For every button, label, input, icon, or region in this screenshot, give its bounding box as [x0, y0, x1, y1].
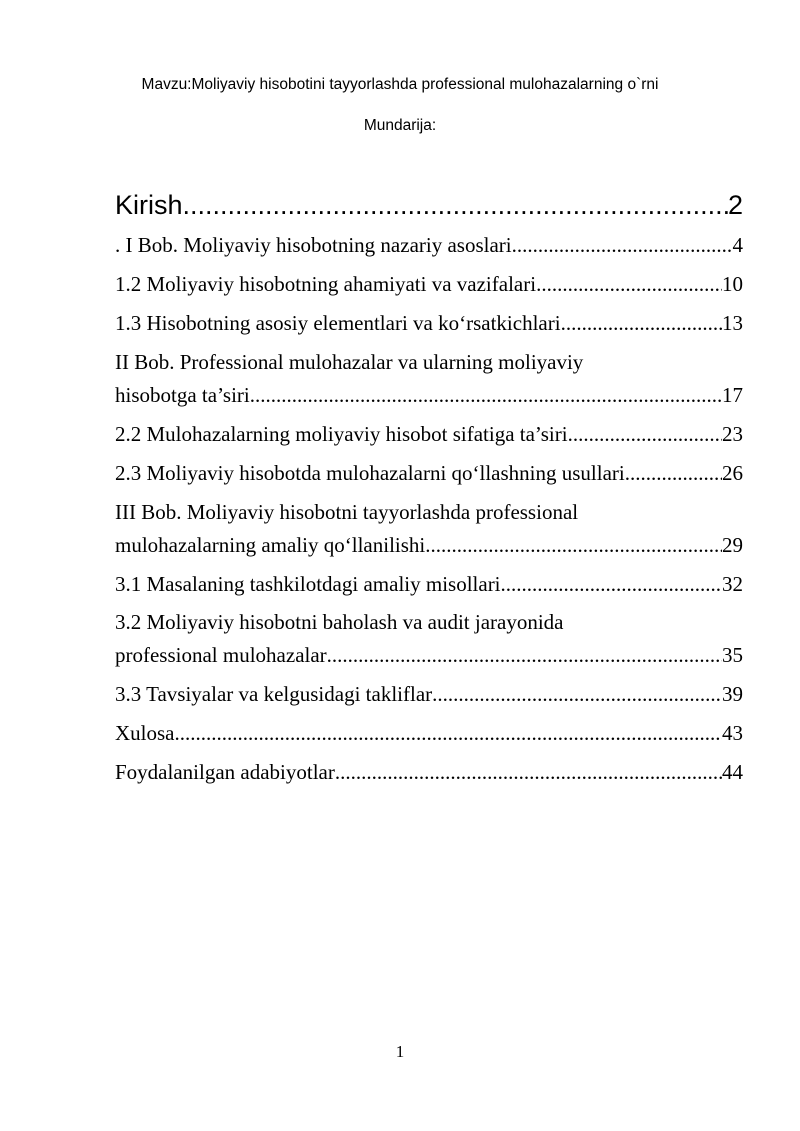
toc-entry-kirish[interactable] [115, 186, 743, 224]
toc-leader-dots [327, 640, 722, 670]
toc-leader-dots [250, 380, 722, 410]
toc-entry-page: 23 [722, 422, 743, 446]
toc-entry-chapter-2[interactable] [115, 380, 743, 410]
toc-entry-label: 1.3 Hisobotning asosiy elementlari va ko‘rsatkichlari [115, 311, 561, 335]
toc-entry-page: 4 [732, 233, 743, 257]
toc-entry-chapter-3[interactable] [115, 530, 743, 560]
toc-entry-1-3[interactable] [115, 308, 743, 338]
toc-entry-page: 10 [722, 272, 743, 296]
toc-entry-label: hisobotga ta’siri [115, 383, 250, 407]
toc-entry-label: 1.2 Moliyaviy hisobotning ahamiyati va vazifalari [115, 272, 537, 296]
toc-leader-dots [335, 757, 722, 787]
toc-entry-bibliography[interactable] [115, 757, 743, 787]
toc-leader-dots [183, 186, 728, 224]
toc-entry-label: 2.2 Mulohazalarning moliyaviy hisobot sifatiga ta’siri [115, 422, 568, 446]
toc-leader-dots [432, 679, 722, 709]
toc-entry-label: Kirish [115, 190, 183, 220]
toc-entry-page: 44 [722, 760, 743, 784]
toc-entry-page: 32 [722, 572, 743, 596]
toc-entry-label: Xulosa [115, 721, 175, 745]
toc-entry-page: 17 [722, 383, 743, 407]
toc-entry-label: 3.1 Masalaning tashkilotdagi amaliy misollari [115, 572, 501, 596]
toc-entry-xulosa[interactable] [115, 718, 743, 748]
toc-entry-label: 2.3 Moliyaviy hisobotda mulohazalarni qo‘llashning usullari. [115, 461, 631, 485]
document-topic: Mavzu:Moliyaviy hisobotini tayyorlashda professional mulohazalarning o`rni [141, 76, 659, 93]
toc-leader-dots [630, 458, 722, 488]
toc-entry-label: . I Bob. Moliyaviy hisobotning nazariy asoslari [115, 233, 512, 257]
toc-entry-chapter-1[interactable] [115, 230, 743, 260]
toc-leader-dots [425, 530, 722, 560]
toc-entry-3-2[interactable] [115, 640, 743, 670]
toc-entry-label: mulohazalarning amaliy qo‘llanilishi [115, 533, 426, 557]
toc-entry-page: 13 [722, 311, 743, 335]
toc-entry-label: professional mulohazalar [115, 643, 327, 667]
toc-leader-dots [568, 419, 722, 449]
toc-entry-3-2-line1: 3.2 Moliyaviy hisobotni baholash va audit jarayonida [115, 610, 564, 634]
toc-entry-page: 43 [722, 721, 743, 745]
toc-title: Mundarija: [363, 117, 437, 134]
toc-leader-dots [536, 269, 722, 299]
toc-entry-label: 3.3 Tavsiyalar va kelgusidagi takliflar [115, 682, 433, 706]
toc-leader-dots [561, 308, 722, 338]
toc-leader-dots [501, 569, 722, 599]
toc-entry-1-2[interactable] [115, 269, 743, 299]
page-number: 1 [395, 1042, 405, 1061]
toc-entry-2-3[interactable] [115, 458, 743, 488]
toc-entry-3-1[interactable] [115, 569, 743, 599]
toc-entry-2-2[interactable] [115, 419, 743, 449]
toc-entry-3-3[interactable] [115, 679, 743, 709]
toc-leader-dots [175, 718, 723, 748]
toc-entry-chapter-2-line1: II Bob. Professional mulohazalar va ularning moliyaviy [115, 350, 584, 374]
toc-entry-page: 39 [722, 682, 743, 706]
toc-entry-label: Foydalanilgan adabiyotlar [115, 760, 335, 784]
toc-entry-page: 35 [722, 643, 743, 667]
toc-leader-dots [512, 230, 733, 260]
toc-entry-page: 26 [722, 461, 743, 485]
toc-entry-page: 29 [722, 533, 743, 557]
toc-entry-chapter-3-line1: III Bob. Moliyaviy hisobotni tayyorlashda professional [115, 500, 579, 524]
toc-entry-page: 2 [727, 190, 743, 220]
